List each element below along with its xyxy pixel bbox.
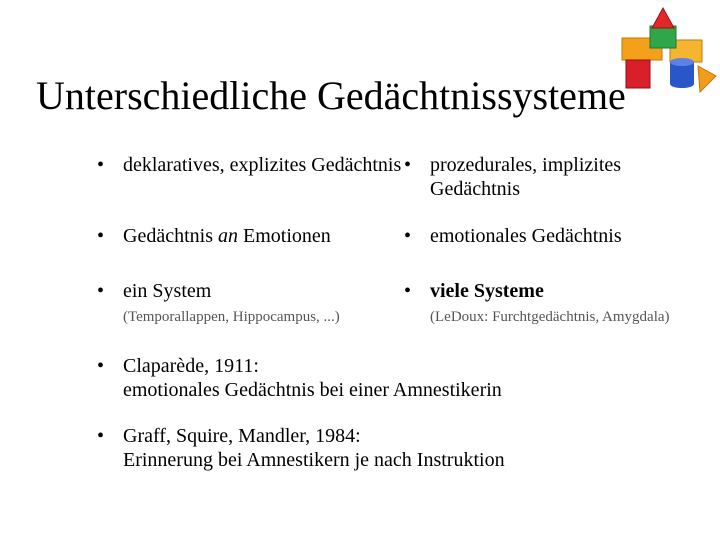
bullet-line-2: Erinnerung bei Amnestikern je nach Instruktion bbox=[123, 449, 505, 471]
bullet-declarative-memory bbox=[97, 153, 403, 177]
bullet-dot: • bbox=[404, 225, 412, 247]
bullet-dot: • bbox=[97, 225, 105, 247]
bullet-line-1: Claparède, 1911: bbox=[123, 355, 259, 377]
bullet-graff-squire-mandler bbox=[97, 424, 703, 472]
bullet-text: emotionales Gedächtnis bbox=[430, 225, 622, 247]
bullet-subtext: (Temporallappen, Hippocampus, ...) bbox=[123, 309, 340, 325]
bullet-many-systems bbox=[404, 279, 690, 327]
bullet-memory-of-emotions bbox=[97, 224, 413, 248]
bullet-dot: • bbox=[404, 280, 412, 302]
bullet-text: viele Systeme bbox=[430, 280, 544, 302]
bullet-emotional-memory bbox=[404, 224, 720, 248]
bullet-dot: • bbox=[97, 154, 105, 176]
bullet-line-2: emotionales Gedächtnis bei einer Amnestikerin bbox=[123, 379, 502, 401]
toy-blocks-icon bbox=[612, 2, 720, 98]
bullet-dot: • bbox=[97, 280, 105, 302]
bullet-subtext: (LeDoux: Furchtgedächtnis, Amygdala) bbox=[430, 309, 670, 325]
bullet-text: ein System bbox=[123, 280, 212, 302]
bullet-dot: • bbox=[97, 425, 105, 447]
bullet-line-1: Graff, Squire, Mandler, 1984: bbox=[123, 425, 361, 447]
bullet-text-emphasis: an bbox=[217, 225, 238, 247]
bullet-procedural-memory bbox=[404, 153, 710, 201]
bullet-claparede bbox=[97, 354, 683, 402]
slide-title: Unterschiedliche Gedächtnissysteme bbox=[36, 73, 626, 118]
bullet-text: prozedurales, implizites Gedächtnis bbox=[430, 154, 622, 200]
bullet-dot: • bbox=[404, 154, 412, 176]
bullet-one-system bbox=[97, 279, 413, 327]
bullet-text-after: Emotionen bbox=[237, 225, 331, 247]
bullet-text: deklaratives, explizites Gedächtnis bbox=[123, 154, 402, 176]
bullet-text-before: Gedächtnis bbox=[123, 225, 218, 247]
bullet-dot: • bbox=[97, 355, 105, 377]
